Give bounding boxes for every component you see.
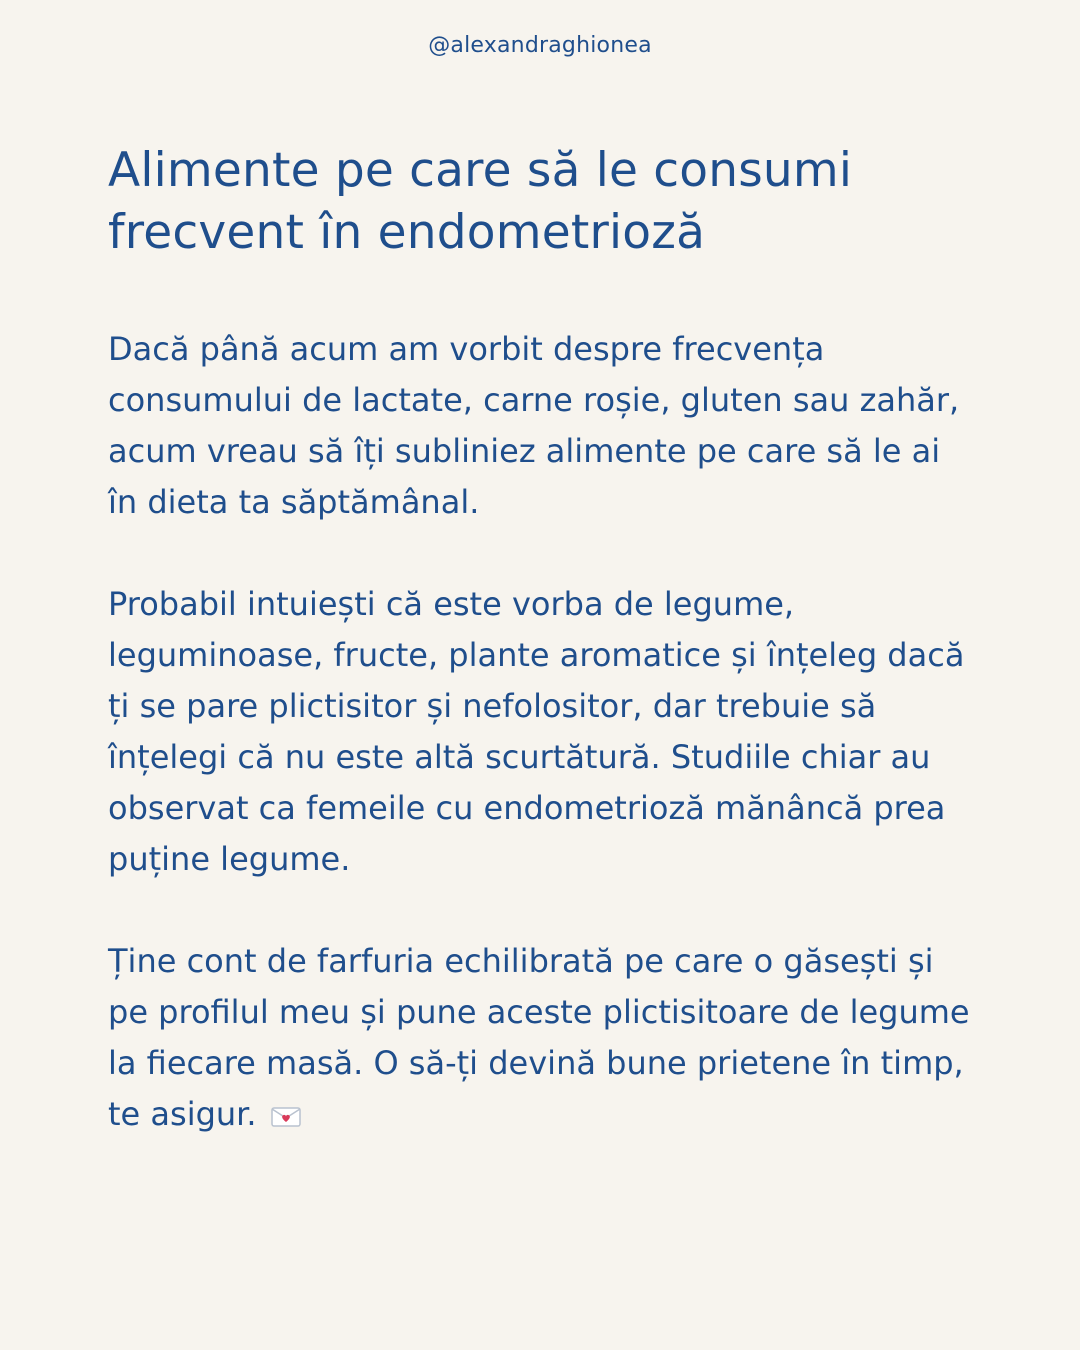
article-title-line-1: Alimente pe care să le consumi bbox=[108, 143, 853, 198]
love-letter-icon bbox=[271, 1091, 301, 1111]
paragraph-intro: Dacă până acum am vorbit despre frecvența consumului de lactate, carne roșie, gluten sau zahăr, acum vreau să îți subliniez alimente pe care să le ai în dieta ta săptămânal. bbox=[108, 330, 960, 521]
article bbox=[108, 140, 978, 1140]
paragraph-advice bbox=[108, 936, 978, 1140]
account-handle: @alexandraghionea bbox=[428, 33, 652, 58]
paragraph-advice-text: Ține cont de farfuria echilibrată pe care o găsești și pe profilul meu și pune aceste plictisitoare de legume la fiecare masă. O să-ți devină bune prietene în timp, te asigur. bbox=[108, 942, 970, 1133]
article-title bbox=[108, 140, 978, 264]
paragraph-vegetables: Probabil intuiești că este vorba de legume, leguminoase, fructe, plante aromatice și înțeleg dacă ți se pare plictisitor și nefolositor, dar trebuie să înțelegi că nu este altă scurtătură. Studiile chiar au observat ca femeile cu endometrioză mănâncă prea puține legume. bbox=[108, 585, 965, 878]
article-title-line-2: frecvent în endometrioză bbox=[108, 205, 706, 260]
